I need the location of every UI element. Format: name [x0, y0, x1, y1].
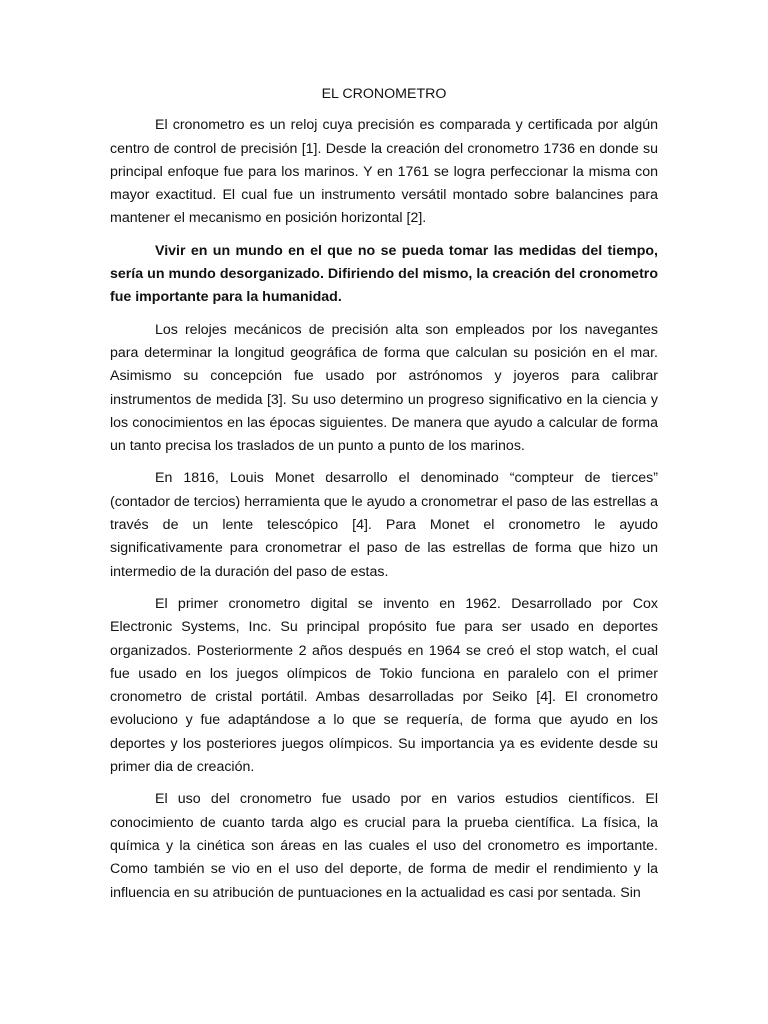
document-body [110, 83, 658, 914]
paragraph-2-bold: Vivir en un mundo en el que no se pueda tomar las medidas del tiempo, sería un mundo desorganizado. Difiriendo del mismo, la creación del cronometro fue importante para la humanidad. [110, 242, 658, 306]
paragraph-3: Los relojes mecánicos de precisión alta son empleados por los navegantes para determinar la longitud geográfica de forma que calculan su posición en el mar. Asimismo su concepción fue usado por astrónomos y joyeros para calibrar instrumentos de medida [3]. Su uso determino un progreso significativo en la ciencia y los conocimientos en las épocas siguientes. De manera que ayudo a calcular de forma un tanto precisa los traslados de un punto a punto de los marinos. [110, 321, 658, 455]
paragraph-5: El primer cronometro digital se invento en 1962. Desarrollado por Cox Electronic Systems, Inc. Su principal propósito fue para ser usado en deportes organizados. Posteriormente 2 años después en 1964 se creó el stop watch, el cual fue usado en los juegos olímpicos de Tokio funciona en paralelo con el primer cronometro de cristal portátil. Ambas desarrolladas por Seiko [4]. El cronometro evoluciono y fue adaptándose a lo que se requería, de forma que ayudo en los deportes y los posteriores juegos olímpicos. Su importancia ya es evidente desde su primer dia de creación. [110, 595, 658, 776]
paragraph-6: El uso del cronometro fue usado por en varios estudios científicos. El conocimiento de cuanto tarda algo es crucial para la prueba científica. La física, la química y la cinética son áreas en las cuales el uso del cronometro es importante. Como también se vio en el uso del deporte, de forma de medir el rendimiento y la influencia en su atribución de puntuaciones en la actualidad es casi por sentada. Sin [110, 791, 658, 901]
paragraph-4: En 1816, Louis Monet desarrollo el denominado “compteur de tierces” (contador de tercios) herramienta que le ayudo a cronometrar el paso de las estrellas a través de un lente telescópico [4]. Para Monet el cronometro le ayudo significativamente para cronometrar el paso de las estrellas de forma que hizo un intermedio de la duración del paso de estas. [110, 470, 658, 580]
document-title: EL CRONOMETRO [321, 86, 447, 102]
paragraph-1: El cronometro es un reloj cuya precisión es comparada y certificada por algún centro de control de precisión [1]. Desde la creación del cronometro 1736 en donde su principal enfoque fue para los marinos. Y en 1761 se logra perfeccionar la misma con mayor exactitud. El cual fue un instrumento versátil montado sobre balancines para mantener el mecanismo en posición horizontal [2]. [110, 117, 658, 227]
